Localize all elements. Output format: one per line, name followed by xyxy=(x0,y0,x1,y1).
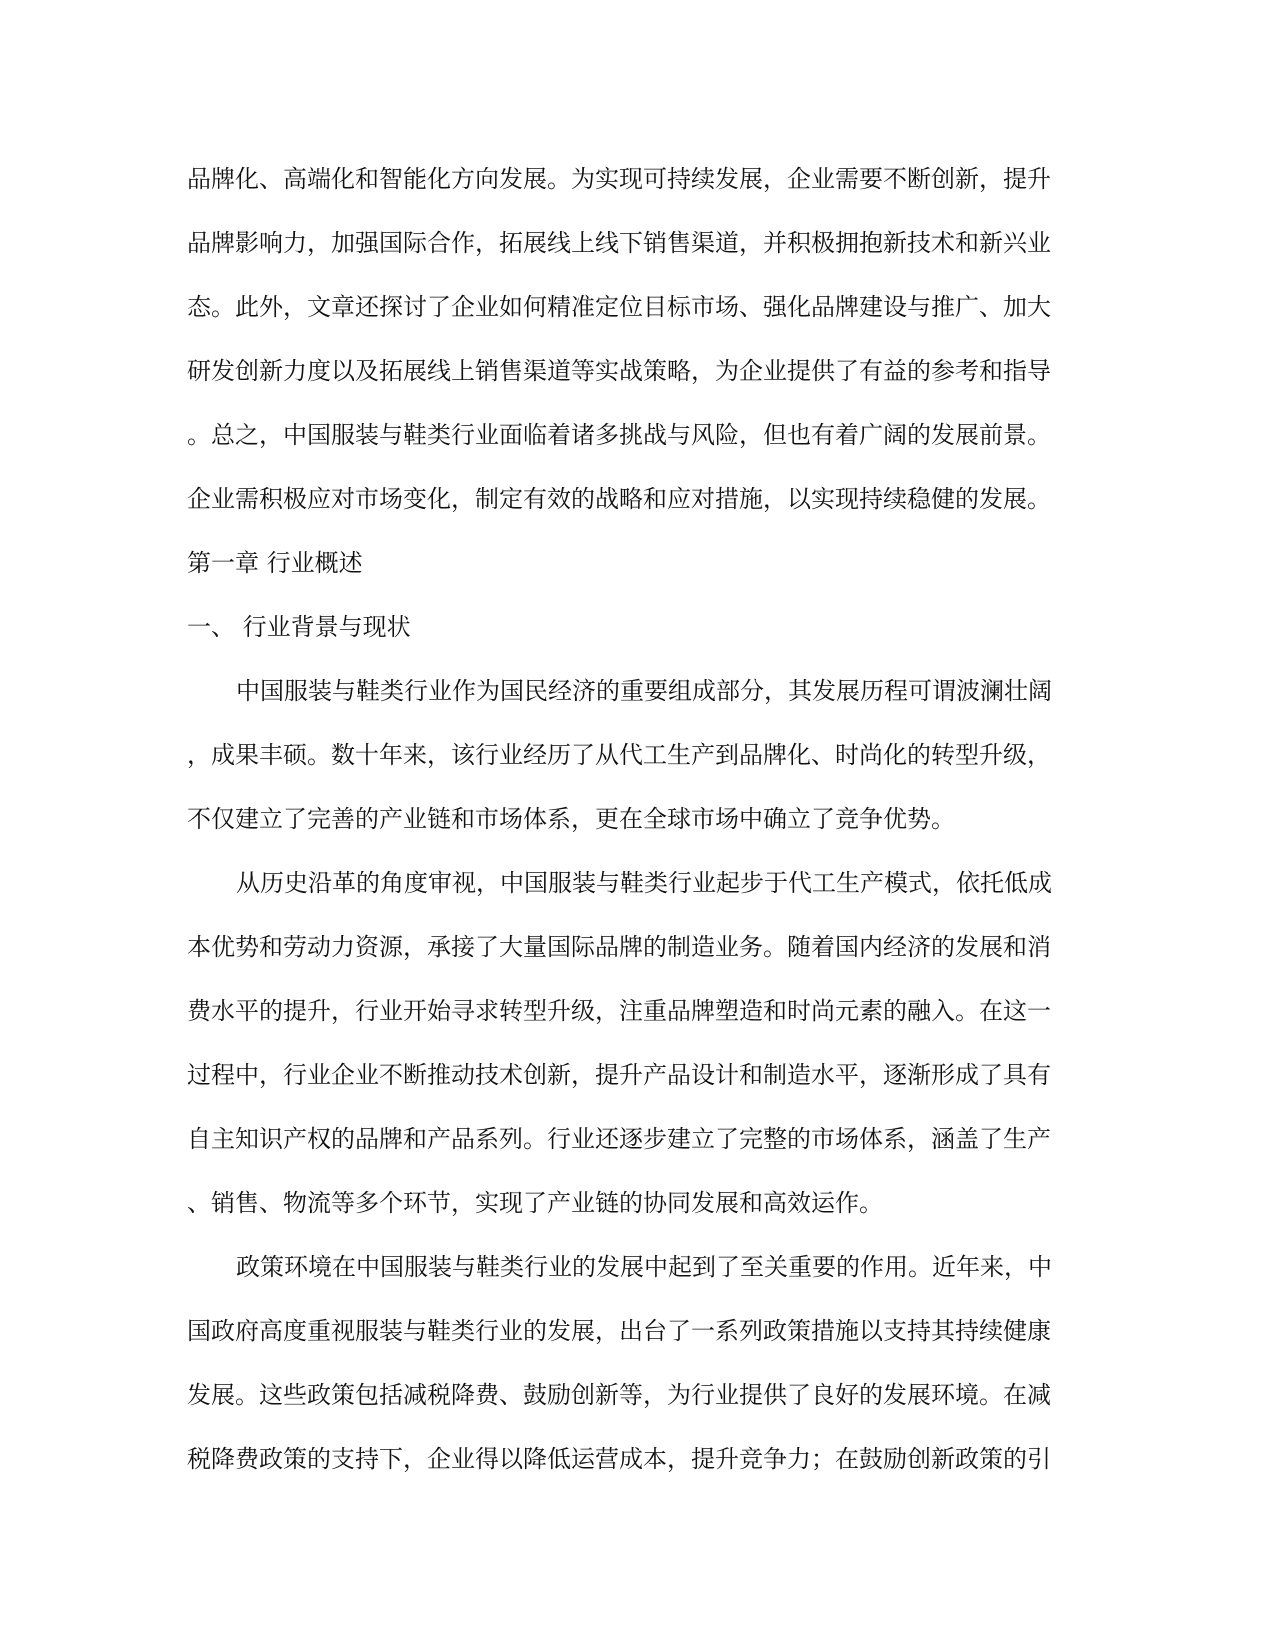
text-line: 不仅建立了完善的产业链和市场体系，更在全球市场中确立了竞争优势。 xyxy=(187,805,955,833)
text-line: 研发创新力度以及拓展线上销售渠道等实战策略，为企业提供了有益的参考和指导 xyxy=(187,357,1051,385)
text-line: 品牌化、高端化和智能化方向发展。为实现可持续发展，企业需要不断创新，提升 xyxy=(187,165,1051,193)
text-line: 政策环境在中国服装与鞋类行业的发展中起到了至关重要的作用。近年来，中 xyxy=(236,1253,1052,1281)
text-line: 发展。这些政策包括减税降费、鼓励创新等，为行业提供了良好的发展环境。在减 xyxy=(187,1381,1051,1409)
chapter-heading: 第一章 行业概述 xyxy=(187,549,363,577)
document-body xyxy=(187,147,1087,1491)
text-line: 态。此外，文章还探讨了企业如何精准定位目标市场、强化品牌建设与推广、加大 xyxy=(187,293,1051,321)
text-line: ，成果丰硕。数十年来，该行业经历了从代工生产到品牌化、时尚化的转型升级， xyxy=(187,741,1051,769)
text-line: 费水平的提升，行业开始寻求转型升级，注重品牌塑造和时尚元素的融入。在这一 xyxy=(187,997,1051,1025)
text-line: 本优势和劳动力资源，承接了大量国际品牌的制造业务。随着国内经济的发展和消 xyxy=(187,933,1051,961)
text-line: 国政府高度重视服装与鞋类行业的发展，出台了一系列政策措施以支持其持续健康 xyxy=(187,1317,1051,1345)
text-line: 。总之，中国服装与鞋类行业面临着诸多挑战与风险，但也有着广阔的发展前景。 xyxy=(187,421,1051,449)
text-line: 自主知识产权的品牌和产品系列。行业还逐步建立了完整的市场体系，涵盖了生产 xyxy=(187,1125,1051,1153)
text-line: 从历史沿革的角度审视，中国服装与鞋类行业起步于代工生产模式，依托低成 xyxy=(236,869,1052,897)
text-line: 过程中，行业企业不断推动技术创新，提升产品设计和制造水平，逐渐形成了具有 xyxy=(187,1061,1051,1089)
text-line: 企业需积极应对市场变化，制定有效的战略和应对措施，以实现持续稳健的发展。 xyxy=(187,485,1051,513)
text-line: 、销售、物流等多个环节，实现了产业链的协同发展和高效运作。 xyxy=(187,1189,883,1217)
text-line: 中国服装与鞋类行业作为国民经济的重要组成部分，其发展历程可谓波澜壮阔 xyxy=(236,677,1052,705)
text-line: 税降费政策的支持下，企业得以降低运营成本，提升竞争力；在鼓励创新政策的引 xyxy=(187,1445,1051,1473)
text-line: 品牌影响力，加强国际合作，拓展线上线下销售渠道，并积极拥抱新技术和新兴业 xyxy=(187,229,1051,257)
section-heading: 一、 行业背景与现状 xyxy=(187,613,411,641)
